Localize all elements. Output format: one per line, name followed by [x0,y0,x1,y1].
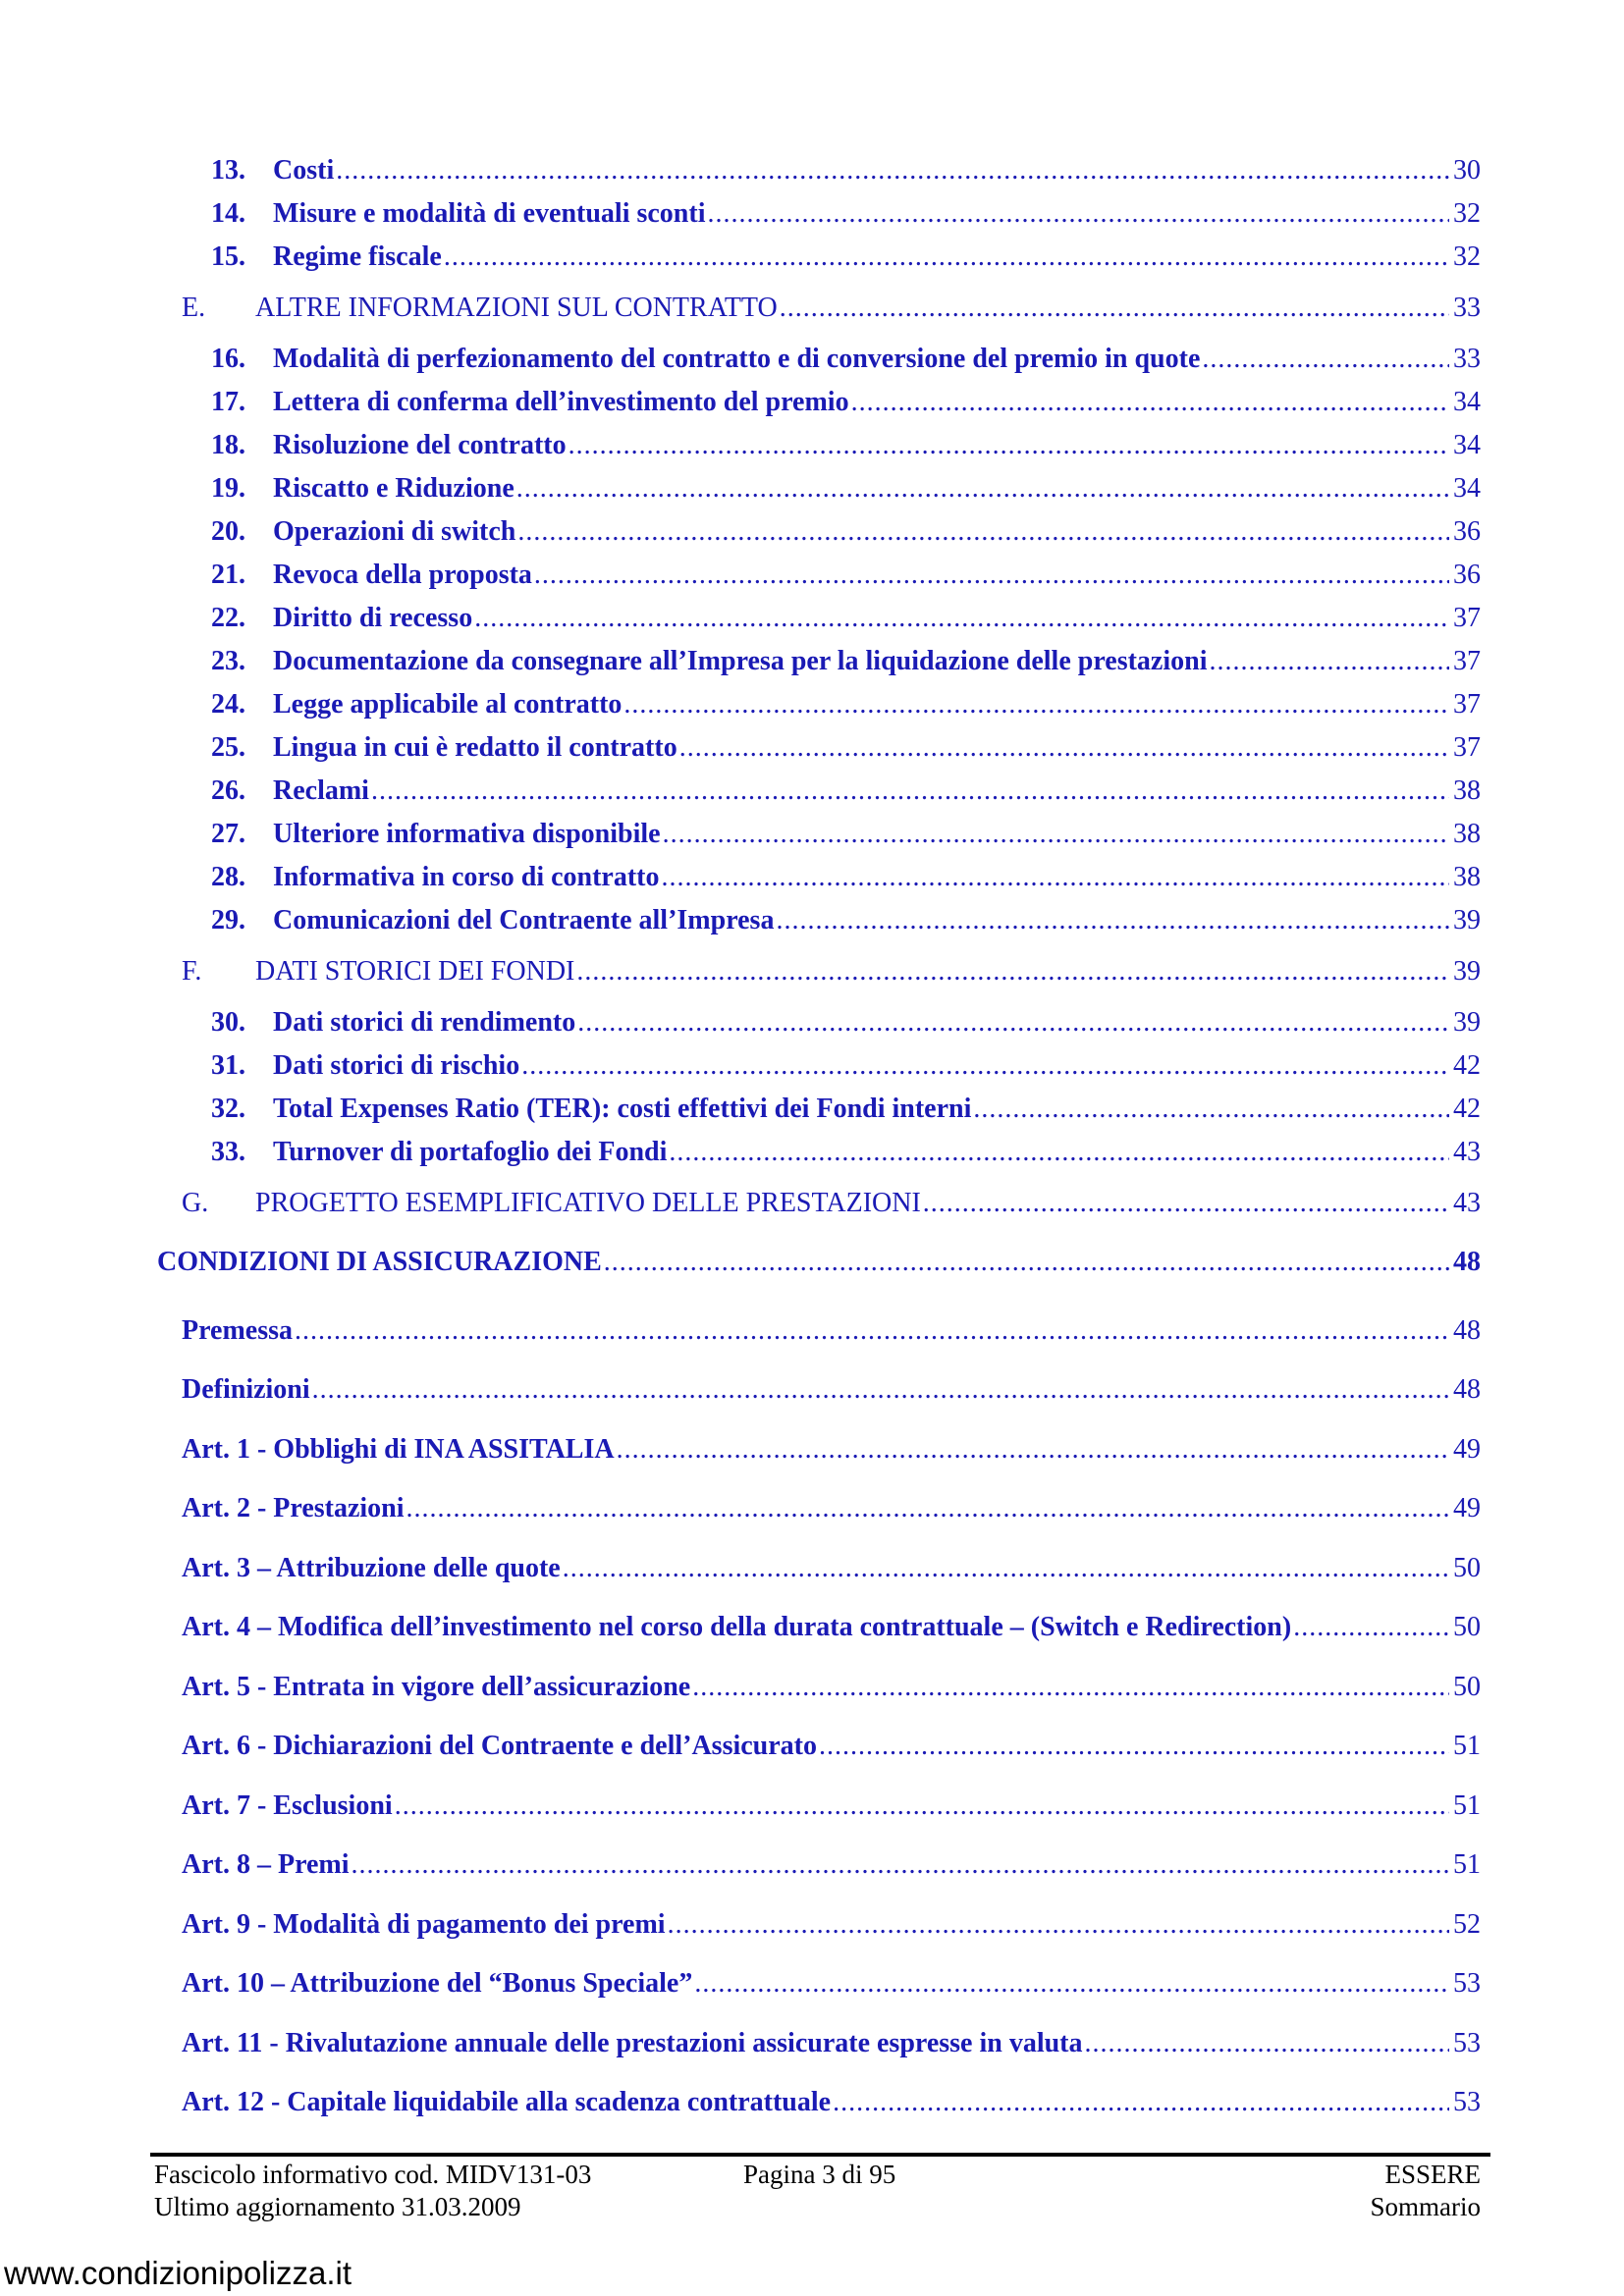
toc-article-title: Art. 6 - Dichiarazioni del Contraente e dell’Assicurato [182,1731,817,1761]
toc-entry[interactable] [211,241,1481,281]
toc-article-entry[interactable] [182,1434,1481,1473]
toc-entry-title: Operazioni di switch [273,516,516,547]
toc-entry[interactable] [211,603,1481,642]
toc-entry[interactable] [211,155,1481,194]
toc-article-title: Art. 11 - Rivalutazione annuale delle prestazioni assicurate espresse in valuta [182,2028,1083,2058]
toc-article-entry[interactable] [182,1315,1481,1355]
toc-entry[interactable] [211,1050,1481,1090]
toc-entry-title: Diritto di recesso [273,603,473,633]
toc-entry-page: 32 [1453,198,1481,229]
toc-entry-number: 22. [211,603,245,633]
dot-leader [833,2087,1449,2118]
toc-entry-page: 53 [1453,1968,1481,1999]
toc-entry-number: 27. [211,819,245,849]
toc-article-entry[interactable] [182,1612,1481,1651]
toc-article-entry[interactable] [182,1553,1481,1592]
toc-entry-number: 21. [211,560,245,590]
toc-article-title: Art. 4 – Modifica dell’investimento nel corso della durata contrattuale – (Switch e Redirection) [182,1612,1292,1642]
toc-entry-page: 39 [1453,905,1481,935]
dot-leader [819,1731,1449,1762]
dot-leader [1209,646,1449,677]
footer-divider [150,2153,1490,2157]
toc-section-title: PROGETTO ESEMPLIFICATIVO DELLE PRESTAZIONI [255,1188,921,1218]
toc-article-entry[interactable] [182,1672,1481,1711]
toc-entry-page: 49 [1453,1434,1481,1465]
toc-section-letter: G. [182,1188,209,1218]
dot-leader [1085,2028,1450,2059]
toc-entry-title: Misure e modalità di eventuali sconti [273,198,706,229]
toc-entry-page: 42 [1453,1050,1481,1081]
toc-entry-page: 38 [1453,819,1481,849]
toc-section-entry[interactable] [182,293,1481,332]
toc-entry-title: Documentazione da consegnare all’Impresa per la liquidazione delle prestazioni [273,646,1208,676]
toc-entry-title: Comunicazioni del Contraente all’Impresa [273,905,775,935]
toc-section-title: ALTRE INFORMAZIONI SUL CONTRATTO [255,293,778,323]
toc-entry-page: 34 [1453,387,1481,417]
toc-entry[interactable] [211,387,1481,426]
toc-article-title: Art. 1 - Obblighi di INA ASSITALIA [182,1434,615,1465]
toc-entry[interactable] [211,516,1481,556]
toc-main-entry[interactable] [157,1247,1481,1286]
dot-leader [576,956,1449,988]
toc-entry[interactable] [211,1137,1481,1176]
toc-entry-number: 32. [211,1094,245,1124]
toc-article-entry[interactable] [182,2087,1481,2126]
dot-leader [568,430,1449,461]
toc-entry-page: 30 [1453,155,1481,186]
toc-entry-page: 34 [1453,473,1481,504]
dot-leader [604,1247,1449,1278]
toc-entry-page: 37 [1453,646,1481,676]
toc-entry-page: 39 [1453,1007,1481,1038]
toc-entry[interactable] [211,1094,1481,1133]
dot-leader [474,603,1449,634]
toc-article-title: Art. 3 – Attribuzione delle quote [182,1553,561,1583]
toc-entry-number: 24. [211,689,245,720]
dot-leader [371,775,1449,807]
dot-leader [295,1315,1449,1347]
dot-leader [617,1434,1449,1466]
dot-leader [406,1493,1449,1524]
toc-entry[interactable] [211,646,1481,685]
dot-leader [973,1094,1449,1125]
toc-entry[interactable] [211,560,1481,599]
footer-product-name: ESSERE [1384,2160,1481,2189]
dot-leader [668,1909,1449,1941]
toc-entry-number: 29. [211,905,245,935]
toc-entry-number: 26. [211,775,245,806]
toc-entry-page: 33 [1453,293,1481,323]
toc-entry-number: 31. [211,1050,245,1081]
toc-entry-page: 33 [1453,344,1481,374]
toc-article-title: Art. 7 - Esclusioni [182,1790,393,1821]
dot-leader [563,1553,1449,1584]
toc-entry-title: Dati storici di rischio [273,1050,520,1081]
toc-entry-page: 34 [1453,430,1481,460]
toc-entry[interactable] [211,1007,1481,1046]
toc-article-entry[interactable] [182,2028,1481,2067]
footer-document-code: Fascicolo informativo cod. MIDV131-03 [154,2160,592,2189]
toc-article-title: Art. 9 - Modalità di pagamento dei premi [182,1909,666,1940]
footer-page-label: Pagina 3 di 95 [743,2160,896,2189]
toc-entry-page: 53 [1453,2087,1481,2117]
dot-leader [707,198,1449,230]
dot-leader [780,293,1449,324]
toc-entry-page: 36 [1453,516,1481,547]
toc-entry-page: 32 [1453,241,1481,272]
dot-leader [662,862,1449,893]
toc-entry-title: Turnover di portafoglio dei Fondi [273,1137,668,1167]
toc-article-entry[interactable] [182,1731,1481,1770]
dot-leader [692,1672,1449,1703]
toc-article-title: Premessa [182,1315,293,1346]
dot-leader [679,732,1449,764]
dot-leader [851,387,1449,418]
toc-article-entry[interactable] [182,1493,1481,1532]
footer-section-name: Sommario [1370,2192,1481,2221]
footer-product-info [1371,2159,1482,2223]
toc-entry-number: 18. [211,430,245,460]
toc-section-entry[interactable] [182,956,1481,995]
dot-leader [516,473,1449,505]
toc-entry-page: 43 [1453,1137,1481,1167]
toc-section-letter: F. [182,956,202,987]
toc-article-title: Art. 10 – Attribuzione del “Bonus Speciale” [182,1968,693,1999]
dot-leader [663,819,1449,850]
toc-entry-page: 37 [1453,689,1481,720]
toc-entry-page: 36 [1453,560,1481,590]
dot-leader [1202,344,1449,375]
toc-entry-number: 15. [211,241,245,272]
toc-entry-title: Regime fiscale [273,241,442,272]
toc-entry-page: 37 [1453,603,1481,633]
toc-entry-number: 30. [211,1007,245,1038]
toc-entry-page: 48 [1453,1247,1481,1277]
toc-entry[interactable] [211,819,1481,858]
dot-leader [623,689,1449,721]
dot-leader [336,155,1449,187]
toc-article-title: Art. 8 – Premi [182,1849,350,1880]
toc-entry-title: Reclami [273,775,369,806]
toc-section-entry[interactable] [182,1188,1481,1227]
dot-leader [534,560,1449,591]
toc-entry[interactable] [211,775,1481,815]
toc-entry-title: Costi [273,155,335,186]
toc-article-title: Art. 5 - Entrata in vigore dell’assicurazione [182,1672,691,1702]
toc-entry-page: 51 [1453,1731,1481,1761]
toc-entry-number: 13. [211,155,245,186]
toc-entry-page: 39 [1453,956,1481,987]
toc-entry-page: 51 [1453,1790,1481,1821]
dot-leader [1293,1612,1449,1643]
toc-entry[interactable] [211,732,1481,772]
toc-article-entry[interactable] [182,1909,1481,1949]
toc-entry-number: 17. [211,387,245,417]
toc-entry-title: Ulteriore informativa disponibile [273,819,661,849]
toc-article-title: Definizioni [182,1374,310,1405]
toc-entry-title: Total Expenses Ratio (TER): costi effettivi dei Fondi interni [273,1094,972,1124]
toc-section-title: DATI STORICI DEI FONDI [255,956,575,987]
toc-entry-title: Revoca della proposta [273,560,532,590]
toc-entry-page: 49 [1453,1493,1481,1523]
toc-entry-number: 33. [211,1137,245,1167]
toc-article-entry[interactable] [182,1790,1481,1830]
toc-entry[interactable] [211,862,1481,901]
toc-entry-number: 28. [211,862,245,892]
toc-entry-page: 48 [1453,1315,1481,1346]
dot-leader [517,516,1449,548]
toc-entry[interactable] [211,473,1481,512]
toc-entry-page: 43 [1453,1188,1481,1218]
footer-page-number [743,2159,895,2191]
toc-entry-number: 16. [211,344,245,374]
toc-entry-page: 50 [1453,1672,1481,1702]
dot-leader [577,1007,1449,1039]
dot-leader [395,1790,1449,1822]
dot-leader [923,1188,1449,1219]
toc-entry-page: 51 [1453,1849,1481,1880]
site-watermark: www.condizionipolizza.it [4,2255,352,2291]
toc-entry[interactable] [211,905,1481,944]
toc-entry[interactable] [211,430,1481,469]
toc-entry-page: 42 [1453,1094,1481,1124]
dot-leader [776,905,1449,936]
toc-article-title: Art. 2 - Prestazioni [182,1493,405,1523]
toc-entry-page: 38 [1453,862,1481,892]
footer-last-update: Ultimo aggiornamento 31.03.2009 [154,2192,521,2221]
toc-entry-number: 19. [211,473,245,504]
dot-leader [521,1050,1449,1082]
toc-entry-title: Lettera di conferma dell’investimento del premio [273,387,849,417]
toc-entry-page: 37 [1453,732,1481,763]
toc-entry[interactable] [211,689,1481,728]
toc-entry-title: Modalità di perfezionamento del contratto e di conversione del premio in quote [273,344,1201,374]
toc-entry[interactable] [211,344,1481,383]
footer-document-info [154,2159,591,2223]
toc-entry-page: 53 [1453,2028,1481,2058]
toc-entry-title: Risoluzione del contratto [273,430,567,460]
toc-entry-number: 25. [211,732,245,763]
toc-entry-title: Informativa in corso di contratto [273,862,660,892]
toc-article-entry[interactable] [182,1968,1481,2007]
toc-entry-number: 20. [211,516,245,547]
toc-entry-page: 52 [1453,1909,1481,1940]
toc-entry-number: 14. [211,198,245,229]
toc-article-entry[interactable] [182,1849,1481,1889]
toc-entry-title: Riscatto e Riduzione [273,473,514,504]
toc-entry-number: 23. [211,646,245,676]
toc-section-letter: E. [182,293,206,323]
toc-entry-page: 48 [1453,1374,1481,1405]
toc-main-title: CONDIZIONI DI ASSICURAZIONE [157,1247,602,1277]
toc-article-title: Art. 12 - Capitale liquidabile alla scadenza contrattuale [182,2087,832,2117]
toc-entry-page: 38 [1453,775,1481,806]
toc-entry-title: Legge applicabile al contratto [273,689,623,720]
dot-leader [352,1849,1449,1881]
toc-article-entry[interactable] [182,1374,1481,1414]
toc-entry[interactable] [211,198,1481,238]
toc-entry-title: Dati storici di rendimento [273,1007,576,1038]
dot-leader [444,241,1449,273]
dot-leader [312,1374,1449,1406]
toc-entry-page: 50 [1453,1612,1481,1642]
toc-entry-title: Lingua in cui è redatto il contratto [273,732,677,763]
toc-entry-page: 50 [1453,1553,1481,1583]
dot-leader [694,1968,1449,2000]
dot-leader [669,1137,1449,1168]
